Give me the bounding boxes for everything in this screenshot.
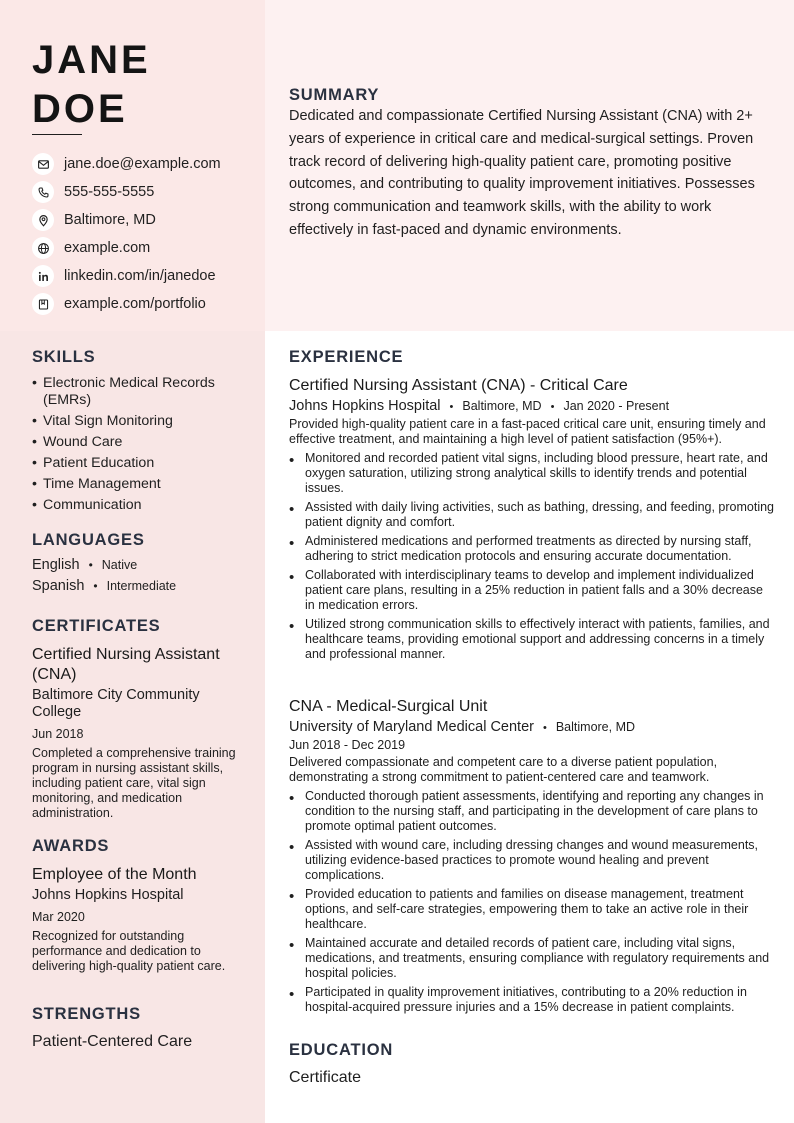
job-bullets <box>289 789 774 1015</box>
list-item: • Wound Care <box>32 434 247 451</box>
list-item: • Vital Sign Monitoring <box>32 413 247 430</box>
job-location: Baltimore, MD <box>555 720 636 734</box>
award-title: Employee of the Month <box>32 866 197 883</box>
award-description: Recognized for outstanding performance and dedication to delivering high-quality patient care. <box>32 929 226 973</box>
job-company: Johns Hopkins Hospital <box>289 398 441 414</box>
job-title: CNA - Medical-Surgical Unit <box>289 698 488 715</box>
separator-dot: • <box>88 558 93 572</box>
portfolio-icon <box>32 293 54 315</box>
contact-list <box>32 150 262 318</box>
contact-email-text: jane.doe@example.com <box>64 156 221 172</box>
contact-phone[interactable] <box>32 178 262 206</box>
experience-heading: EXPERIENCE <box>289 348 404 366</box>
list-item: • Collaborated with interdisciplinary teams to develop and implement individualized patient care plans, resulting in a 25% reduction in patient falls and a 30% decrease in medication errors. <box>289 568 774 613</box>
list-item: • Conducted thorough patient assessments, identifying and reporting any changes in condition to the nursing staff, and participating in the development of care plans to promote optimal patient outcomes. <box>289 789 774 834</box>
certificate-description: Completed a comprehensive training program in nursing assistant skills, including patient care, vital sign monitoring, and medication administration. <box>32 746 236 820</box>
mail-icon <box>32 153 54 175</box>
job-summary: Delivered compassionate and competent care to a diverse patient population, demonstrating a strong commitment to patient-centered care and teamwork. <box>289 755 718 784</box>
summary-text: Dedicated and compassionate Certified Nursing Assistant (CNA) with 2+ years of experience in critical care and medical-surgical settings. Proven track record of delivering high-quality patient care, promoting positive outcomes, and contributing to quality improvement initiatives. Possesses strong communication and teamwork skills, with the ability to work effectively in fast-paced and dynamic environments. <box>289 108 755 238</box>
award-item <box>32 865 247 974</box>
language-name: English <box>32 557 80 573</box>
certificate-date: Jun 2018 <box>32 727 84 741</box>
award-org: Johns Hopkins Hospital <box>32 887 184 903</box>
list-item: • Communication <box>32 497 247 514</box>
contact-portfolio-text: example.com/portfolio <box>64 296 206 312</box>
name-divider <box>32 134 82 135</box>
strengths-heading: STRENGTHS <box>32 1005 141 1023</box>
languages-list <box>32 557 247 599</box>
list-item: • Participated in quality improvement initiatives, contributing to a 20% reduction in hospital-acquired pressure injuries and a 15% decrease in patient complaints. <box>289 985 774 1015</box>
list-item: • Electronic Medical Records (EMRs) <box>32 375 247 409</box>
name-last: DOE <box>32 87 128 131</box>
separator-dot: • <box>542 722 547 734</box>
contact-website-text: example.com <box>64 240 151 256</box>
language-level: Intermediate <box>106 579 177 593</box>
languages-heading: LANGUAGES <box>32 531 145 549</box>
award-date: Mar 2020 <box>32 910 85 924</box>
contact-location-text: Baltimore, MD <box>64 212 156 228</box>
job-location: Baltimore, MD <box>462 399 542 413</box>
certificate-item <box>32 645 247 821</box>
summary-heading: SUMMARY <box>289 86 380 104</box>
language-row <box>32 578 247 599</box>
education-item: Certificate <box>289 1069 362 1086</box>
contact-location <box>32 206 262 234</box>
candidate-name <box>32 36 151 134</box>
job-entry <box>289 697 774 1019</box>
phone-icon <box>32 181 54 203</box>
job-entry <box>289 376 774 666</box>
contact-linkedin-text: linkedin.com/in/janedoe <box>64 268 216 284</box>
contact-linkedin[interactable] <box>32 262 262 290</box>
location-icon <box>32 209 54 231</box>
job-summary: Provided high-quality patient care in a fast-paced critical care unit, ensuring timely and effective treatment, and maintaining a high level of patient satisfaction (95%+). <box>289 417 766 446</box>
list-item: • Time Management <box>32 476 247 493</box>
globe-icon <box>32 237 54 259</box>
job-meta <box>289 719 774 735</box>
contact-email[interactable] <box>32 150 262 178</box>
contact-phone-text: 555-555-5555 <box>64 184 155 200</box>
certificates-heading: CERTIFICATES <box>32 617 161 635</box>
certificate-title: Certified Nursing Assistant (CNA) <box>32 646 220 683</box>
language-level: Native <box>101 558 138 572</box>
separator-dot: • <box>93 579 98 593</box>
contact-portfolio[interactable] <box>32 290 262 318</box>
linkedin-icon <box>32 265 54 287</box>
name-first: JANE <box>32 38 151 82</box>
list-item: • Assisted with daily living activities, such as bathing, dressing, and feeding, promoting patient dignity and comfort. <box>289 500 774 530</box>
list-item: • Maintained accurate and detailed records of patient care, including vital signs, medications, and treatments, ensuring compliance with regulatory requirements and hospital policies. <box>289 936 774 981</box>
list-item: • Patient Education <box>32 455 247 472</box>
list-item: • Assisted with wound care, including dressing changes and wound measurements, utilizing evidence-based practices to promote wound healing and prevent complications. <box>289 838 774 883</box>
list-item: • Monitored and recorded patient vital signs, including blood pressure, heart rate, and oxygen saturation, utilizing strong analytical skills to identify trends and potential issues. <box>289 451 774 496</box>
certificate-org: Baltimore City Community College <box>32 687 200 720</box>
separator-dot: • <box>550 401 555 413</box>
list-item: • Utilized strong communication skills to effectively interact with patients, families, and healthcare teams, providing emotional support and addressing concerns in a timely and professional manner. <box>289 617 774 662</box>
job-title: Certified Nursing Assistant (CNA) - Critical Care <box>289 377 628 394</box>
language-name: Spanish <box>32 578 85 594</box>
contact-website[interactable] <box>32 234 262 262</box>
education-heading: EDUCATION <box>289 1041 394 1059</box>
language-row <box>32 557 247 578</box>
job-dates: Jun 2018 - Dec 2019 <box>289 738 406 752</box>
job-meta <box>289 398 774 414</box>
separator-dot: • <box>449 401 454 413</box>
list-item: • Provided education to patients and families on disease management, treatment options, and self-care strategies, empowering them to take an active role in their healthcare. <box>289 887 774 932</box>
skills-list <box>32 375 247 518</box>
list-item: • Administered medications and performed treatments as directed by nursing staff, adhering to strict medication protocols and ensuring accurate documentation. <box>289 534 774 564</box>
job-bullets <box>289 451 774 662</box>
strength-item: Patient-Centered Care <box>32 1033 193 1050</box>
skills-heading: SKILLS <box>32 348 96 366</box>
awards-heading: AWARDS <box>32 837 110 855</box>
job-company: University of Maryland Medical Center <box>289 719 534 735</box>
job-dates: Jan 2020 - Present <box>563 399 670 413</box>
